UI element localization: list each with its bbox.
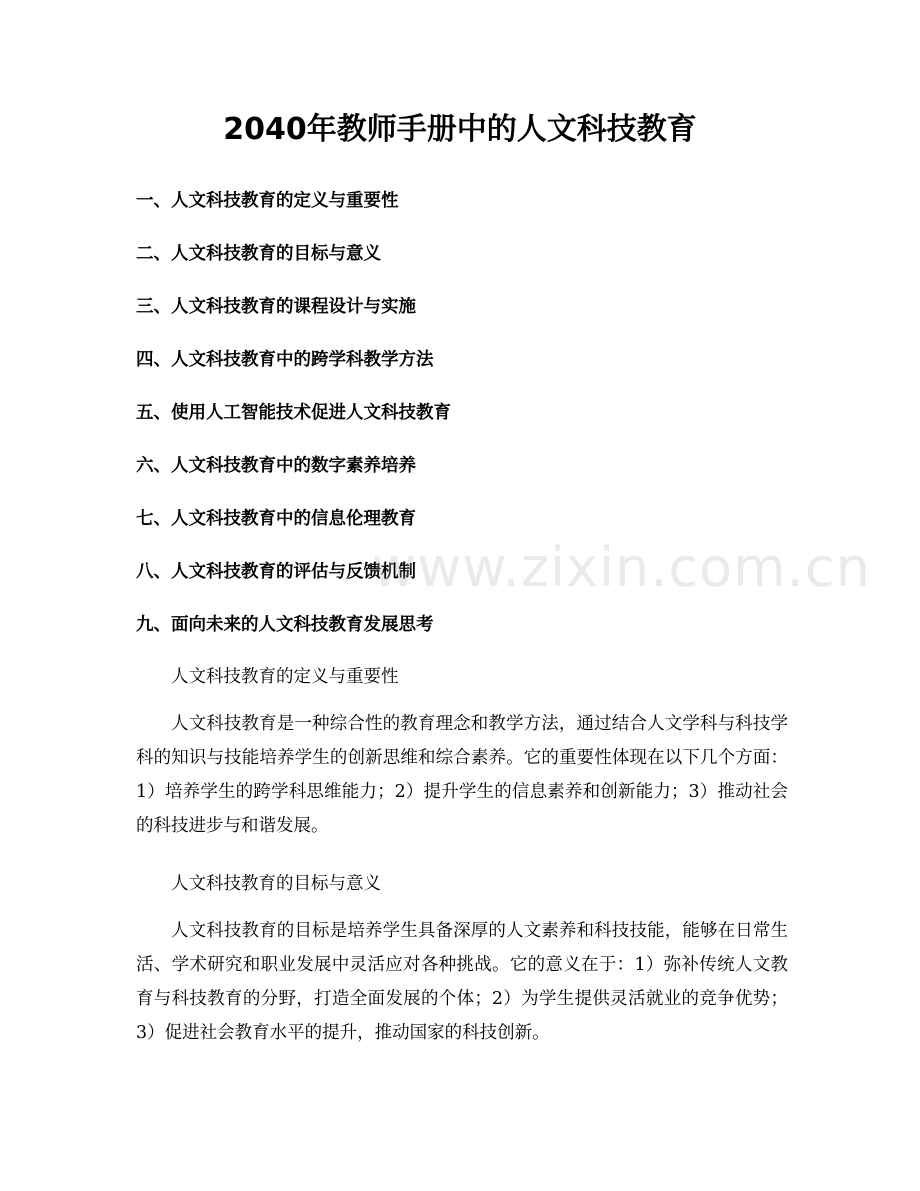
section-paragraph: 人文科技教育的目标是培养学生具备深厚的人文素养和科技技能，能够在日常生活、学术研究和职业发展中灵活应对各种挑战。它的意义在于：1）弥补传统人文教育与科技教育的分野，打造全面发展的个体；2）为学生提供灵活就业的竞争优势；3）促进社会教育水平的提升，推动国家的科技创新。	[136, 921, 788, 1043]
toc-item: 六、人文科技教育中的数字素养培养	[136, 456, 416, 476]
toc-item: 四、人文科技教育中的跨学科教学方法	[136, 350, 434, 370]
section-heading: 人文科技教育的定义与重要性	[171, 667, 399, 687]
section-paragraph: 人文科技教育是一种综合性的教育理念和教学方法，通过结合人文学科与科技学科的知识与技能培养学生的创新思维和综合素养。它的重要性体现在以下几个方面：1）培养学生的跨学科思维能力；2）提升学生的信息素养和创新能力；3）推动社会的科技进步与和谐发展。	[136, 714, 788, 836]
toc-item: 九、面向未来的人文科技教育发展思考	[136, 615, 434, 635]
table-of-contents	[136, 186, 816, 663]
section-heading: 人文科技教育的目标与意义	[171, 874, 381, 894]
toc-item: 一、人文科技教育的定义与重要性	[136, 191, 399, 211]
toc-item: 三、人文科技教育的课程设计与实施	[136, 297, 416, 317]
toc-item: 二、人文科技教育的目标与意义	[136, 244, 381, 264]
toc-item: 五、使用人工智能技术促进人文科技教育	[136, 403, 451, 423]
document-title: 2040年教师手册中的人文科技教育	[223, 112, 697, 147]
toc-item: 八、人文科技教育的评估与反馈机制	[136, 562, 416, 582]
watermark: www.zixin.com.cn	[372, 536, 871, 599]
toc-item: 七、人文科技教育中的信息伦理教育	[136, 509, 416, 529]
